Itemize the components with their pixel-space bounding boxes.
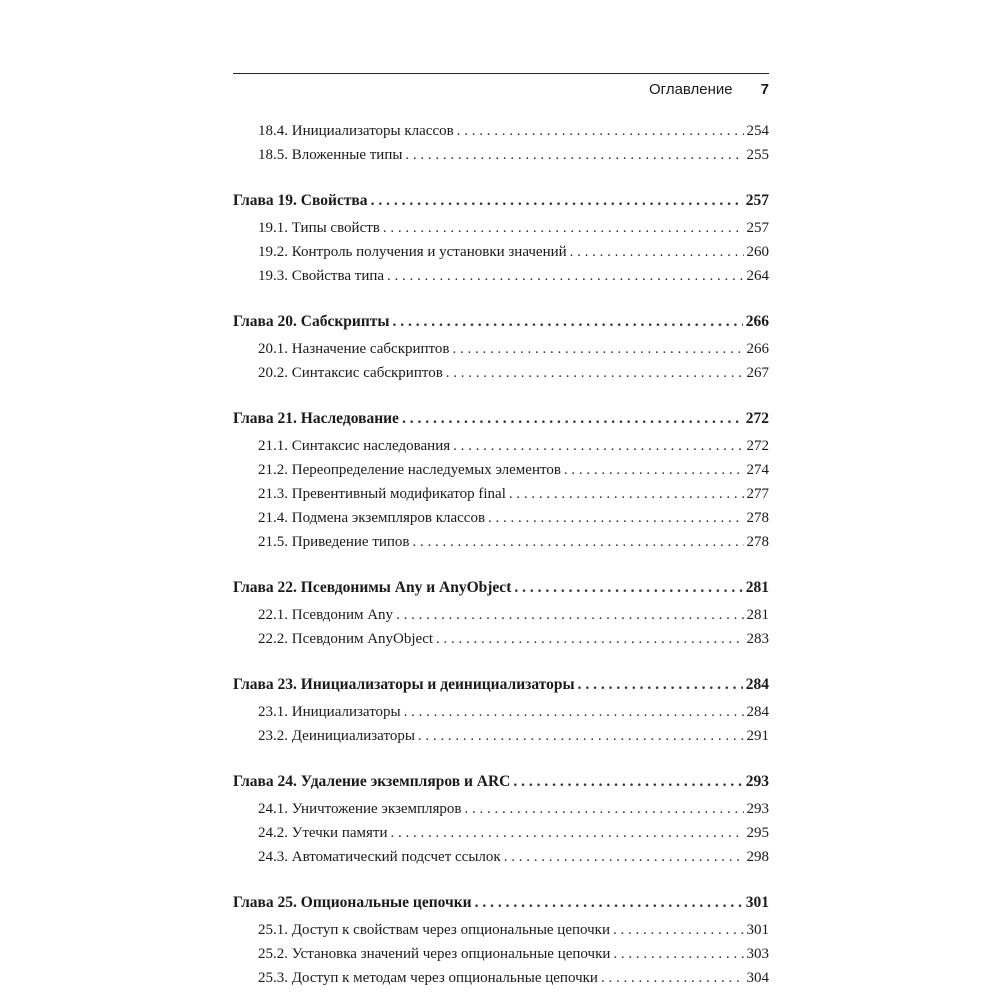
toc-page-number: 255 [746, 147, 769, 163]
toc-page-number: 272 [746, 438, 769, 454]
toc-chapter-entry[interactable] [233, 186, 769, 216]
dot-leader [513, 767, 742, 797]
toc-page-number: 257 [745, 192, 769, 209]
section-title: 19.2. Контроль получения и установки значений [258, 244, 567, 260]
toc-spacer [233, 288, 769, 298]
dot-leader [452, 337, 743, 361]
toc-section-entry[interactable] [233, 530, 769, 554]
toc-page-number: 281 [746, 607, 769, 623]
chapter-title: Глава 22. Псевдонимы Any и AnyObject [233, 579, 512, 596]
dot-leader [504, 845, 744, 869]
toc-page-number: 277 [746, 486, 769, 502]
toc-section-entry[interactable] [233, 119, 769, 143]
section-title: 24.3. Автоматический подсчет ссылок [258, 849, 501, 865]
toc-page-number: 293 [745, 773, 769, 790]
section-title: 25.2. Установка значений через опциональные цепочки [258, 946, 611, 962]
section-title: 18.4. Инициализаторы классов [258, 123, 454, 139]
chapter-title: Глава 24. Удаление экземпляров и ARC [233, 773, 511, 790]
dot-leader [418, 724, 744, 748]
dot-leader [475, 888, 743, 918]
toc-chapter-entry[interactable] [233, 767, 769, 797]
dot-leader [404, 700, 744, 724]
toc-section-entry[interactable] [233, 143, 769, 167]
toc-page-number: 303 [746, 946, 769, 962]
chapter-title: Глава 19. Свойства [233, 192, 368, 209]
dot-leader [613, 918, 744, 942]
toc-section-entry[interactable] [233, 361, 769, 385]
section-title: 23.1. Инициализаторы [258, 704, 401, 720]
toc-page-number: 301 [745, 894, 769, 911]
toc-page-number: 298 [746, 849, 769, 865]
dot-leader [436, 627, 743, 651]
chapter-title: Глава 25. Опциональные цепочки [233, 894, 472, 911]
dot-leader [383, 216, 744, 240]
section-title: 21.1. Синтаксис наследования [258, 438, 451, 454]
toc-chapter-entry[interactable] [233, 670, 769, 700]
toc-spacer [233, 748, 769, 758]
dot-leader [387, 264, 743, 288]
toc-section-entry[interactable] [233, 216, 769, 240]
toc-section-entry[interactable] [233, 918, 769, 942]
toc-page-number: 257 [746, 220, 769, 236]
toc-chapter-entry[interactable] [233, 888, 769, 918]
chapter-title: Глава 21. Наследование [233, 410, 399, 427]
toc-spacer [233, 869, 769, 879]
toc-page-number: 291 [746, 728, 769, 744]
section-title: 19.1. Типы свойств [258, 220, 380, 236]
toc-section-entry[interactable] [233, 434, 769, 458]
toc-section-entry[interactable] [233, 627, 769, 651]
toc-page-number: 278 [746, 534, 769, 550]
dot-leader [613, 942, 743, 966]
toc-section-entry[interactable] [233, 603, 769, 627]
toc-section-entry[interactable] [233, 482, 769, 506]
chapter-title: Глава 23. Инициализаторы и деинициализаторы [233, 676, 575, 693]
toc-section-entry[interactable] [233, 724, 769, 748]
toc-page-number: 284 [746, 704, 769, 720]
page-number: 7 [760, 80, 769, 98]
toc-spacer [233, 651, 769, 661]
dot-leader [570, 240, 744, 264]
section-title: 20.2. Синтаксис сабскриптов [258, 365, 443, 381]
toc-page-number: 284 [745, 676, 769, 693]
toc-spacer [233, 167, 769, 177]
toc-page-number: 283 [746, 631, 769, 647]
toc-spacer [233, 554, 769, 564]
dot-leader [564, 458, 744, 482]
toc-section-entry[interactable] [233, 240, 769, 264]
toc-page-number: 293 [746, 801, 769, 817]
toc-section-entry[interactable] [233, 966, 769, 990]
dot-leader [453, 434, 743, 458]
section-title: 24.1. Уничтожение экземпляров [258, 801, 462, 817]
dot-leader [413, 530, 744, 554]
section-title: 23.2. Деинициализаторы [258, 728, 415, 744]
dot-leader [601, 966, 744, 990]
toc-page-number: 264 [746, 268, 769, 284]
dot-leader [446, 361, 744, 385]
section-title: 24.2. Утечки памяти [258, 825, 388, 841]
toc-page-number: 266 [745, 313, 769, 330]
toc-page-number: 266 [746, 341, 769, 357]
running-header-title: Оглавление [649, 80, 733, 98]
toc-section-entry[interactable] [233, 337, 769, 361]
toc-section-entry[interactable] [233, 821, 769, 845]
toc-page-number: 281 [745, 579, 769, 596]
dot-leader [514, 573, 742, 603]
section-title: 20.1. Назначение сабскриптов [258, 341, 450, 357]
dot-leader [578, 670, 743, 700]
section-title: 21.2. Переопределение наследуемых элементов [258, 462, 561, 478]
toc-section-entry[interactable] [233, 942, 769, 966]
section-title: 25.1. Доступ к свойствам через опциональные цепочки [258, 922, 610, 938]
section-title: 21.3. Превентивный модификатор final [258, 486, 506, 502]
toc-section-entry[interactable] [233, 700, 769, 724]
toc-page-number: 304 [746, 970, 769, 986]
dot-leader [393, 307, 743, 337]
toc-section-entry[interactable] [233, 264, 769, 288]
section-title: 21.5. Приведение типов [258, 534, 410, 550]
section-title: 22.1. Псевдоним Any [258, 607, 394, 623]
toc-page-number: 267 [746, 365, 769, 381]
chapter-title: Глава 20. Сабскрипты [233, 313, 390, 330]
toc-page-number: 295 [746, 825, 769, 841]
header-rule [233, 73, 769, 74]
toc-section-entry[interactable] [233, 845, 769, 869]
dot-leader [405, 143, 743, 167]
section-title: 25.3. Доступ к методам через опциональные цепочки [258, 970, 598, 986]
dot-leader [402, 404, 743, 434]
toc-page-number: 260 [746, 244, 769, 260]
toc-chapter-entry[interactable] [233, 573, 769, 603]
dot-leader [488, 506, 743, 530]
dot-leader [457, 119, 744, 143]
toc-page-number: 301 [746, 922, 769, 938]
toc-page-number: 254 [746, 123, 769, 139]
toc-page-number: 278 [746, 510, 769, 526]
table-of-contents [233, 119, 769, 990]
dot-leader [390, 821, 743, 845]
toc-spacer [233, 385, 769, 395]
dot-leader [371, 186, 743, 216]
toc-chapter-entry[interactable] [233, 404, 769, 434]
section-title: 18.5. Вложенные типы [258, 147, 403, 163]
dot-leader [465, 797, 744, 821]
section-title: 21.4. Подмена экземпляров классов [258, 510, 486, 526]
section-title: 19.3. Свойства типа [258, 268, 385, 284]
dot-leader [509, 482, 744, 506]
toc-section-entry[interactable] [233, 506, 769, 530]
section-title: 22.2. Псевдоним AnyObject [258, 631, 434, 647]
toc-chapter-entry[interactable] [233, 307, 769, 337]
toc-section-entry[interactable] [233, 797, 769, 821]
dot-leader [396, 603, 743, 627]
toc-section-entry[interactable] [233, 458, 769, 482]
toc-page-number: 272 [745, 410, 769, 427]
running-header [233, 78, 769, 100]
toc-page-number: 274 [746, 462, 769, 478]
